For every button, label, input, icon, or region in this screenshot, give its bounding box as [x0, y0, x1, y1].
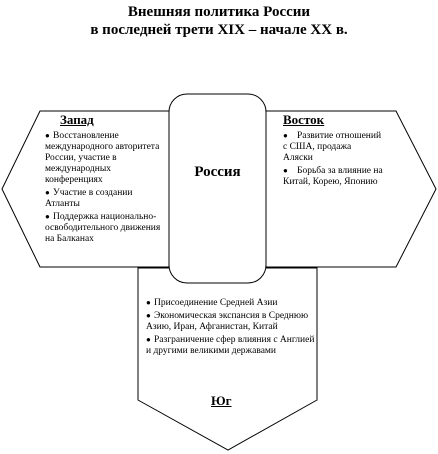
- south-arrow-shape: [138, 268, 317, 450]
- bullet-icon: ●: [146, 311, 151, 320]
- west-item-text: Восстановление международного авторитета России, участие в международных конференциях: [45, 131, 160, 185]
- bullet-icon: ●: [45, 188, 50, 197]
- title-line-1: Внешняя политика России: [127, 4, 311, 20]
- list-item: [146, 310, 316, 333]
- bullet-icon: ●: [146, 298, 151, 307]
- south-heading: Юг: [211, 393, 232, 408]
- east-list: [283, 130, 383, 189]
- south-item-text: Присоединение Средней Азии: [154, 298, 278, 308]
- east-item-text: Борьба за влияние на Китай, Корею, Японию: [283, 166, 383, 187]
- bullet-icon: ●: [146, 335, 151, 344]
- list-item: [45, 211, 165, 245]
- west-item-text: Поддержка национально-освободительного движения на Балканах: [45, 212, 161, 244]
- bullet-icon: ●: [45, 131, 50, 140]
- bullet-icon: ●: [283, 131, 288, 140]
- list-item: [45, 187, 165, 210]
- bullet-icon: ●: [283, 166, 288, 175]
- title-line-2: в последней трети XIX – начале XX в.: [90, 22, 348, 38]
- south-item-text: Экономическая экспансия в Среднюю Азию, Иран, Афганистан, Китай: [146, 311, 309, 332]
- south-item-text: Разграничение сфер влияния с Англией и другими великими державами: [146, 335, 315, 356]
- list-item: [146, 334, 316, 357]
- south-list: [146, 297, 316, 358]
- list-item: [283, 165, 383, 188]
- center-box: [169, 94, 266, 283]
- bullet-icon: ●: [45, 212, 50, 221]
- west-list: [45, 130, 165, 246]
- west-heading: Запад: [60, 112, 94, 127]
- east-item-text: Развитие отношений с США, продажа Аляски: [283, 131, 382, 163]
- west-item-text: Участие в создании Атланты: [45, 188, 133, 209]
- list-item: [283, 130, 383, 164]
- center-label: Россия: [194, 164, 241, 180]
- east-heading: Восток: [283, 112, 325, 127]
- list-item: [45, 130, 165, 186]
- list-item: [146, 297, 316, 309]
